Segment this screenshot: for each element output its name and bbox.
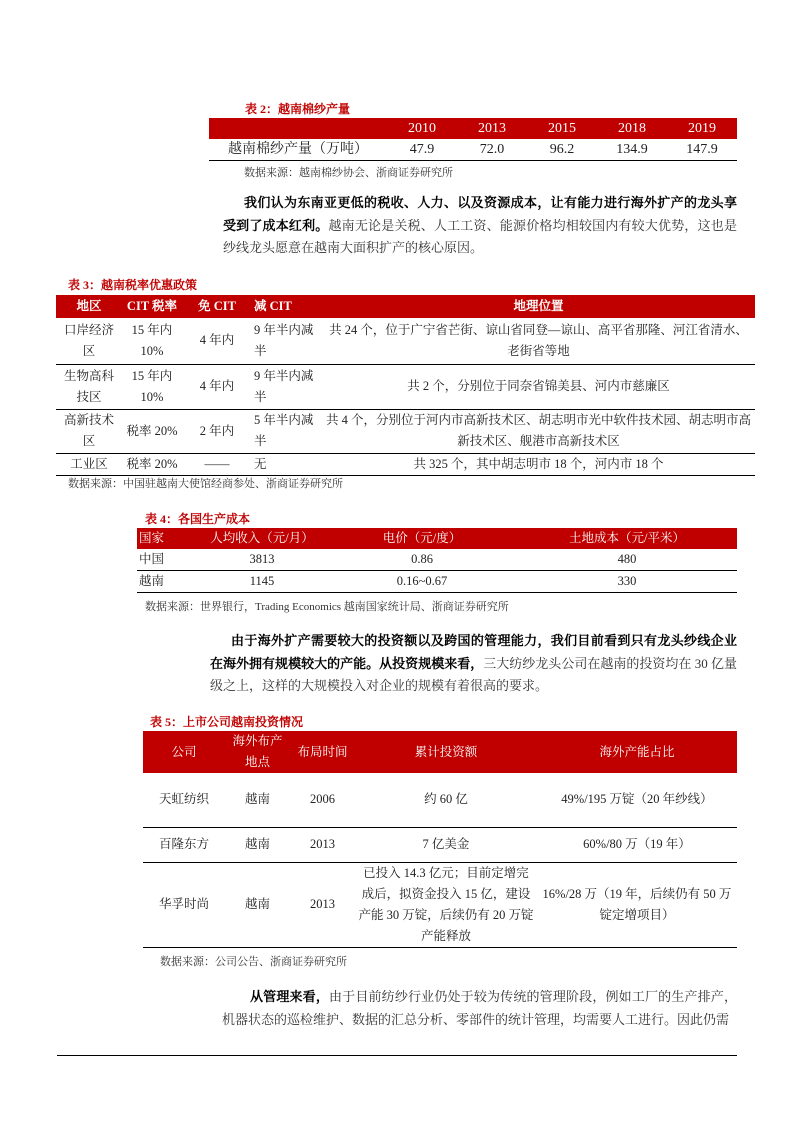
- th: 2013: [457, 118, 527, 139]
- footer-divider: [57, 1055, 737, 1056]
- table2-source: 数据来源：越南棉纱协会、浙商证券研究所: [244, 167, 453, 179]
- th: 布局时间: [290, 731, 355, 773]
- td: 4 年内: [182, 364, 252, 409]
- td: 税率 20%: [122, 409, 182, 453]
- table-row: [209, 139, 737, 161]
- td: 330: [517, 571, 737, 593]
- td: 3813: [197, 549, 327, 571]
- td: 0.16~0.67: [327, 571, 517, 593]
- td: 147.9: [667, 139, 737, 161]
- td: 15 年内 10%: [122, 318, 182, 364]
- table5-source: 数据来源：公司公告、浙商证券研究所: [160, 956, 347, 968]
- para3-bold: 从管理来看，: [250, 989, 329, 1004]
- td: 共 4 个，分别位于河内市高新技术区、胡志明市光中软件技术园、胡志明市高新技术区、舰港市高新技术区: [322, 409, 755, 453]
- td: ——: [182, 453, 252, 475]
- th: 地区: [56, 295, 122, 318]
- td: 共 24 个，位于广宁省芒街、谅山省同登—谅山、高平省那隆、河江省清水、老街省等地: [322, 318, 755, 364]
- th: 地理位置: [322, 295, 755, 318]
- td: 16%/28 万（19 年，后续仍有 50 万锭定增项目）: [537, 862, 737, 947]
- table4: [137, 528, 737, 593]
- td: 72.0: [457, 139, 527, 161]
- th: 土地成本（元/平米）: [517, 528, 737, 549]
- td: 越南棉纱产量（万吨）: [209, 139, 387, 161]
- table-row: [143, 773, 737, 827]
- th: 2015: [527, 118, 597, 139]
- td: 高新技术区: [56, 409, 122, 453]
- table4-source: 数据来源：世界银行，Trading Economics 越南国家统计局、浙商证券研究所: [145, 601, 509, 613]
- td: 4 年内: [182, 318, 252, 364]
- para1-bold: 我们认为东南亚更低的税收、人力、以及资源成本，让有能力进行海外扩产的龙头享受到了成本红利。: [223, 195, 737, 233]
- td: 约 60 亿: [355, 773, 537, 827]
- para1-text: 越南无论是关税、人工工资、能源价格均相较国内有较大优势，这也是纱线龙头愿意在越南大面积扩产的核心原因。: [223, 217, 737, 255]
- td: 5 年半内减半: [252, 409, 322, 453]
- th: 2010: [387, 118, 457, 139]
- th: 公司: [143, 731, 225, 773]
- table5: [143, 731, 737, 948]
- td: 生物高科技区: [56, 364, 122, 409]
- table3-source: 数据来源：中国驻越南大使馆经商参处、浙商证券研究所: [68, 478, 343, 490]
- table-row: [143, 827, 737, 862]
- td: 已投入 14.3 亿元；目前定增完成后，拟资金投入 15 亿，建设产能 30 万锭，后续仍有 20 万锭产能释放: [355, 862, 537, 947]
- td: 共 2 个，分别位于同奈省锦美县、河内市慈廉区: [322, 364, 755, 409]
- td: 工业区: [56, 453, 122, 475]
- table5-title: 表 5：上市公司越南投资情况: [150, 715, 304, 729]
- td: 2013: [290, 862, 355, 947]
- td: 7 亿美金: [355, 827, 537, 862]
- td: 无: [252, 453, 322, 475]
- table-row: [56, 364, 755, 409]
- th: [209, 118, 387, 139]
- td: 百隆东方: [143, 827, 225, 862]
- paragraph-1: [223, 192, 737, 260]
- td: 96.2: [527, 139, 597, 161]
- td: 口岸经济区: [56, 318, 122, 364]
- th: 免 CIT: [182, 295, 252, 318]
- td: 越南: [225, 862, 290, 947]
- th: 2018: [597, 118, 667, 139]
- paragraph-2: [210, 630, 737, 698]
- table-row: [137, 549, 737, 571]
- td: 9 年半内减半: [252, 318, 322, 364]
- table4-title: 表 4：各国生产成本: [145, 512, 251, 526]
- td: 480: [517, 549, 737, 571]
- th: 海外布产地点: [225, 731, 290, 773]
- table-row: [143, 862, 737, 947]
- table3: [56, 295, 755, 476]
- table-row: [56, 453, 755, 475]
- th: 海外产能占比: [537, 731, 737, 773]
- td: 越南: [225, 773, 290, 827]
- table2: [209, 118, 737, 161]
- table3-title: 表 3：越南税率优惠政策: [68, 278, 198, 292]
- para2-text: 三大纺纱龙头公司在越南的投资均在 30 亿量级之上，这样的大规模投入对企业的规模有着很高的要求。: [210, 655, 737, 693]
- para3-text: 由于目前纺纱行业仍处于较为传统的管理阶段，例如工厂的生产排产，机器状态的巡检维护、数据的汇总分析、零部件的统计管理，均需要人工进行。因此仍需: [222, 989, 737, 1027]
- td: 越南: [137, 571, 197, 593]
- table-row: [137, 571, 737, 593]
- th: 人均收入（元/月）: [197, 528, 327, 549]
- th: 国家: [137, 528, 197, 549]
- td: 2 年内: [182, 409, 252, 453]
- td: 2013: [290, 827, 355, 862]
- td: 134.9: [597, 139, 667, 161]
- td: 47.9: [387, 139, 457, 161]
- td: 共 325 个，其中胡志明市 18 个，河内市 18 个: [322, 453, 755, 475]
- table-row: [56, 409, 755, 453]
- td: 中国: [137, 549, 197, 571]
- td: 华孚时尚: [143, 862, 225, 947]
- td: 税率 20%: [122, 453, 182, 475]
- para2-bold: 由于海外扩产需要较大的投资额以及跨国的管理能力，我们目前看到只有龙头纱线企业在海外拥有规模较大的产能。从投资规模来看，: [210, 633, 737, 671]
- table-row: [56, 318, 755, 364]
- table2-title: 表 2：越南棉纱产量: [245, 102, 351, 116]
- td: 49%/195 万锭（20 年纱线）: [537, 773, 737, 827]
- td: 天虹纺织: [143, 773, 225, 827]
- td: 15 年内 10%: [122, 364, 182, 409]
- th: 累计投资额: [355, 731, 537, 773]
- th: 电价（元/度）: [327, 528, 517, 549]
- th: CIT 税率: [122, 295, 182, 318]
- td: 越南: [225, 827, 290, 862]
- td: 1145: [197, 571, 327, 593]
- th: 2019: [667, 118, 737, 139]
- td: 0.86: [327, 549, 517, 571]
- td: 60%/80 万（19 年）: [537, 827, 737, 862]
- td: 2006: [290, 773, 355, 827]
- th: 减 CIT: [252, 295, 322, 318]
- paragraph-3: [222, 986, 737, 1031]
- td: 9 年半内减半: [252, 364, 322, 409]
